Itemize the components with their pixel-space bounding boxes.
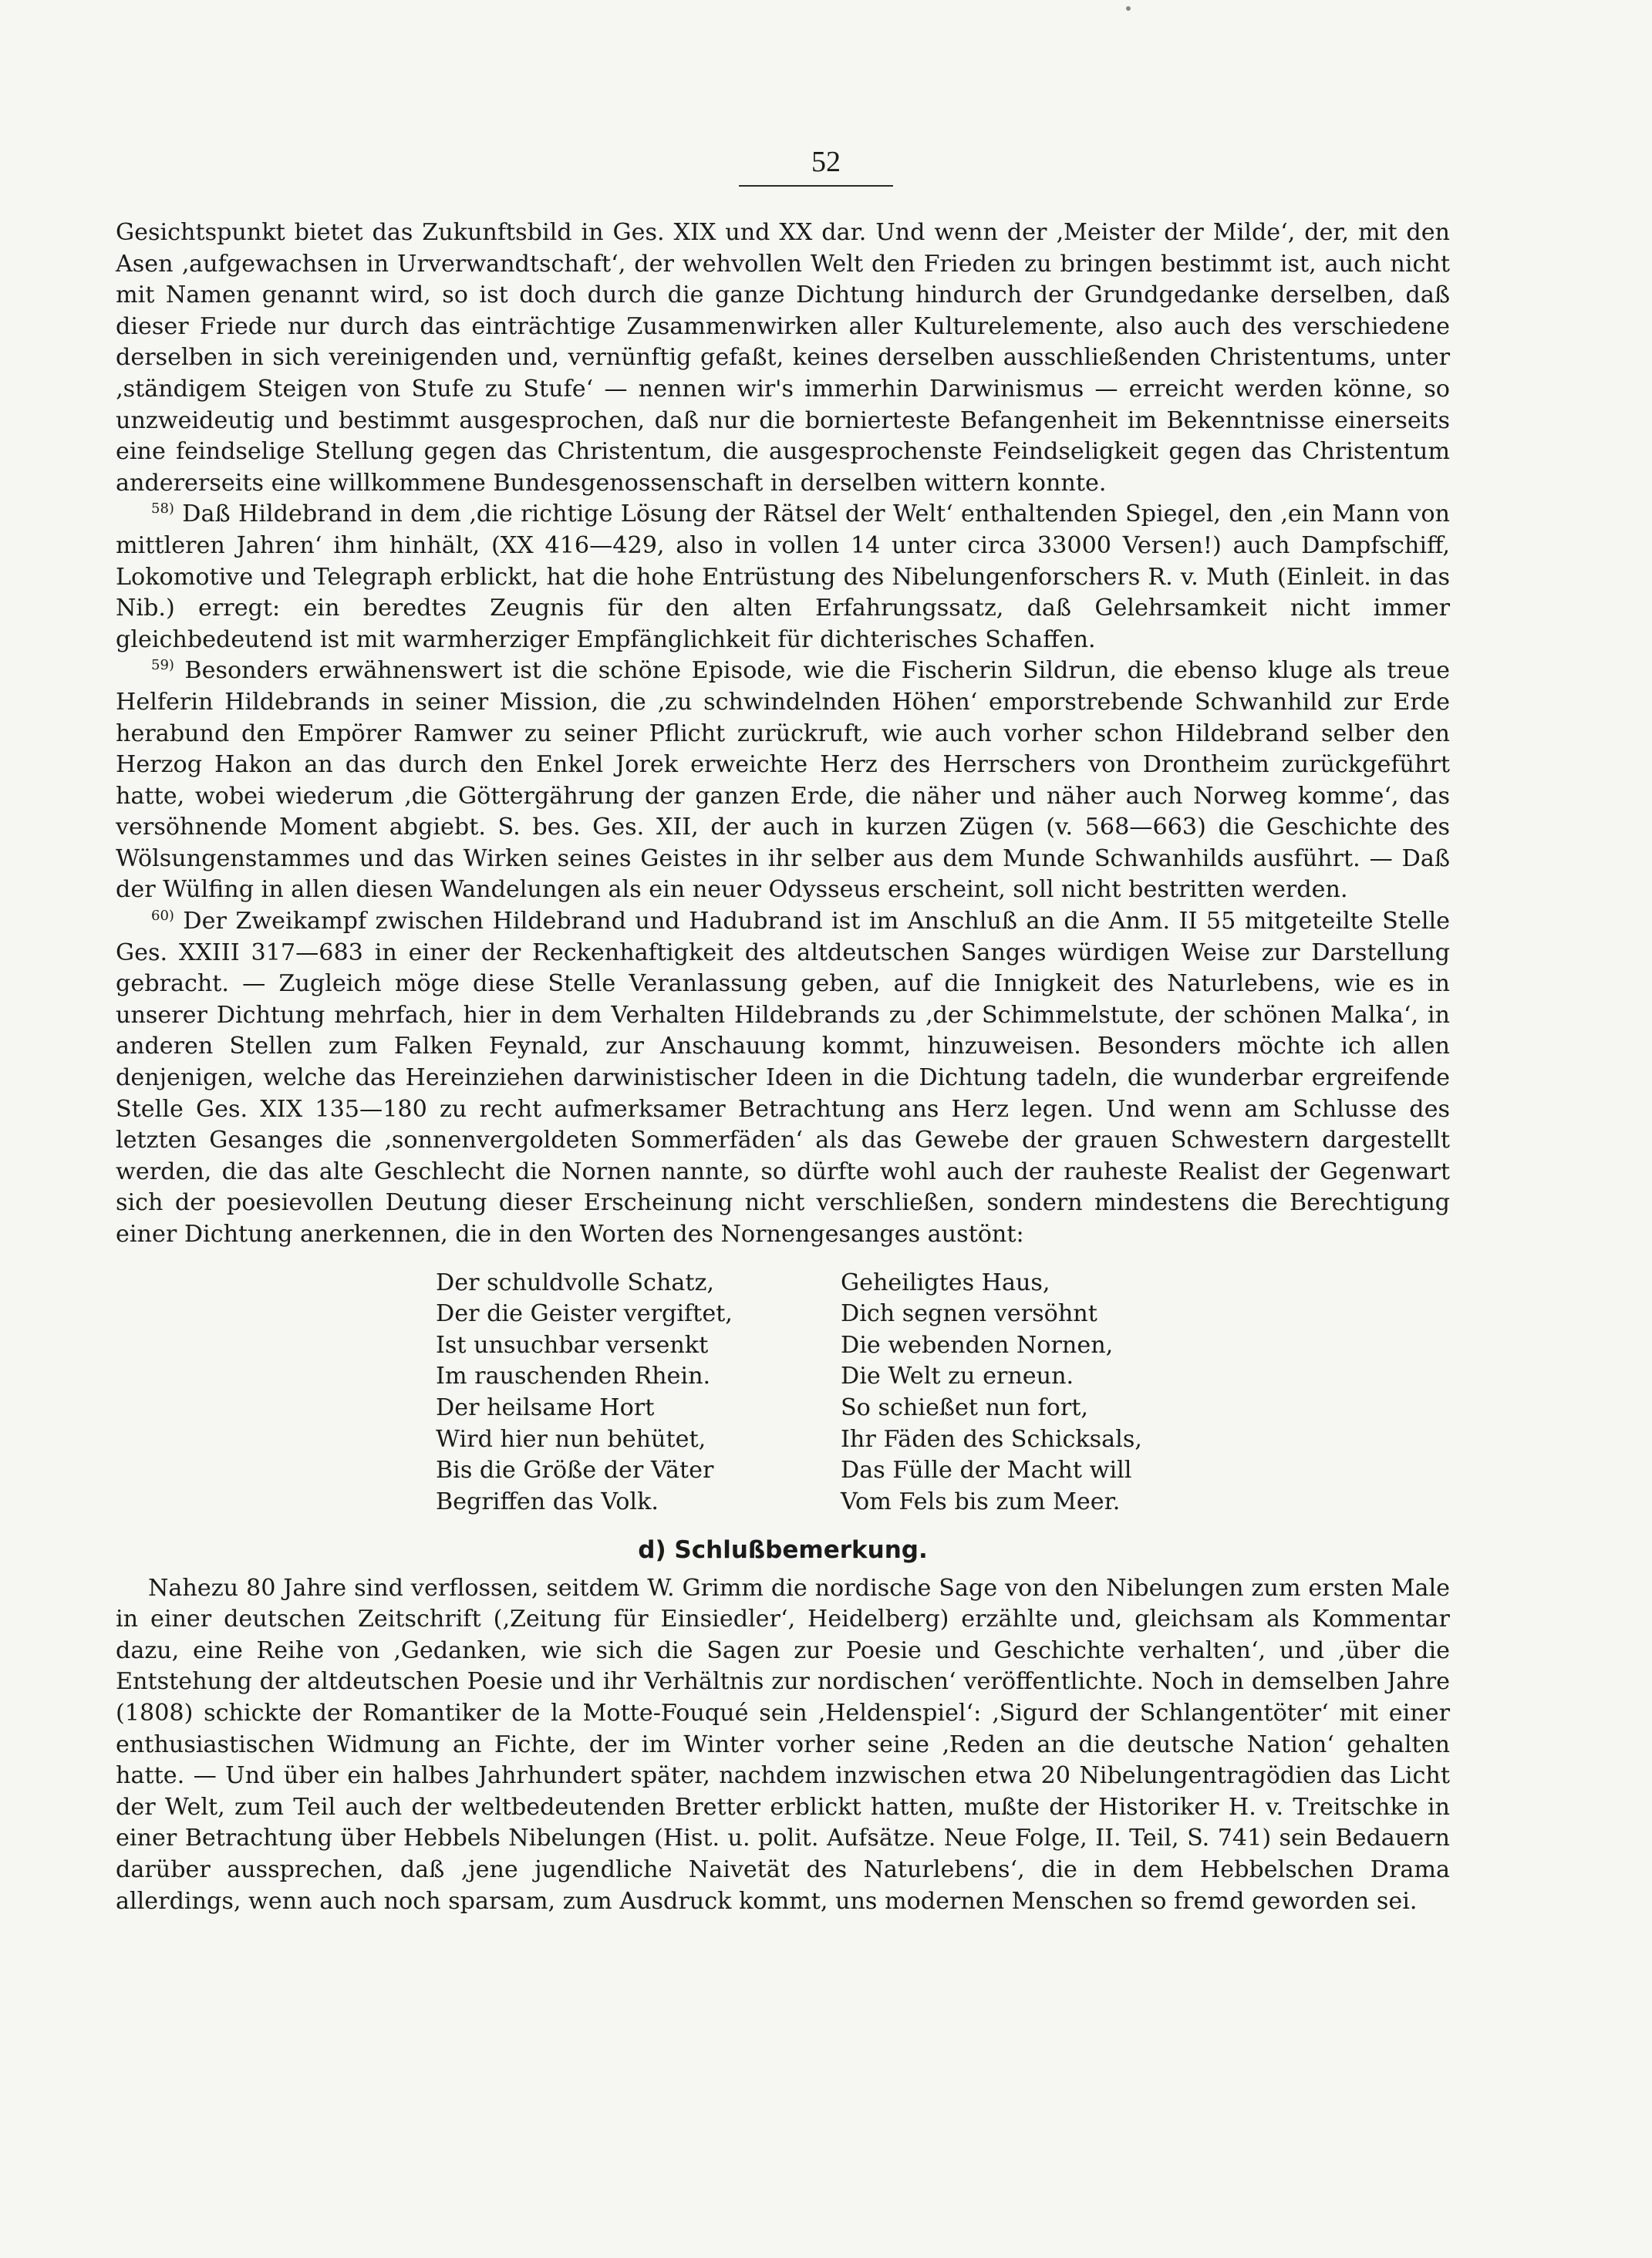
poem-line: Geheiligtes Haus,: [841, 1269, 1050, 1296]
poem-line: Der schuldvolle Schatz,: [436, 1269, 715, 1296]
poem-line: Ihr Fäden des Schicksals,: [841, 1425, 1142, 1453]
footnote-60-text: Der Zweikampf zwischen Hildebrand und Hadubrand ist im Anschluß an die Anm. II 55 mitgeteilte Stelle Ges. XXIII 317—683 in einer der Reckenhaftigkeit des altdeutschen Sanges würdigen Weise zur Darstellung gebracht. — Zugleich möge diese Stelle Veranlassung geben, auf die Innigkeit des Naturlebens, wie es in unserer Dichtung mehrfach, hier in dem Verhalten Hildebrands zu ‚der Schimmelstute, der schönen Malka‘, in anderen Stellen zum Falken Feynald, zur Anschauung kommt, hinzuweisen. Besonders möchte ich allen denjenigen, welche das Hereinziehen darwinistischer Ideen in die Dichtung tadeln, die wunderbar ergreifende Stelle Ges. XIX 135—180 zu recht aufmerksamer Betrachtung ans Herz legen. Und wenn am Schlusse des letzten Gesanges die ‚sonnenvergoldeten Sommerfäden‘ als das Gewebe der grauen Schwestern dargestellt werden, die das alte Geschlecht die Nornen nannte, so dürfte wohl auch der rauheste Realist der Gegenwart sich der poesievollen Deutung dieser Erscheinung nicht verschließen, sondern mindestens die Berechtigung einer Dichtung anerkennen, die in den Worten des Nornengesanges austönt:: [116, 908, 1450, 1248]
poem-line: Ist unsuchbar versenkt: [436, 1331, 709, 1359]
paragraph-closing-remark: Nahezu 80 Jahre sind verflossen, seitdem W. Grimm die nordische Sage von den Nibelungen zum ersten Male in einer deutschen Zeitschrift (‚Zeitung für Einsiedler‘, Heidelberg) erzählte und, gleichsam als Kommentar dazu, eine Reihe von ‚Gedanken, wie sich die Sagen zur Poesie und Geschichte verhalten‘, und ‚über die Entstehung der altdeutschen Poesie und ihr Verhältnis zur nordischen‘ veröffentlichte. Noch in demselben Jahre (1808) schickte der Romantiker de la Motte-Fouqué sein ‚Heldenspiel‘: ‚Sigurd der Schlangentöter‘ mit einer enthusiastischen Widmung an Fichte, der im Winter vorher seine ‚Reden an die deutsche Nation‘ gehalten hatte. — Und über ein halbes Jahrhundert später, nachdem inzwischen etwa 20 Nibelungentragödien das Licht der Welt, zum Teil auch der weltbedeutenden Bretter erblickt hatten, mußte der Historiker H. v. Treitschke in einer Betrachtung über Hebbels Nibelungen (Hist. u. polit. Aufsätze. Neue Folge, II. Teil, S. 741) sein Bedauern darüber aussprechen, daß ‚jene jugendliche Naivetät des Naturlebens‘, die in dem Hebbelschen Drama allerdings, wenn auch noch sparsam, zum Ausdruck kommt, uns modernen Menschen so fremd geworden sei.: [116, 1574, 1450, 1915]
footnote-59: [116, 655, 1450, 906]
scan-speck: [1126, 6, 1131, 11]
poem-line: Die webenden Nornen,: [841, 1331, 1114, 1359]
poem-line: Der heilsame Hort: [436, 1394, 655, 1421]
poem-line: Im rauschenden Rhein.: [436, 1363, 711, 1390]
poem-column-left: [436, 1268, 733, 1518]
footnote-60: [116, 906, 1450, 1251]
page-number: 52: [811, 146, 841, 178]
poem-line: Wird hier nun behütet,: [436, 1425, 706, 1453]
footnote-58-text: Daß Hildebrand in dem ‚die richtige Lösung der Rätsel der Welt‘ enthaltenden Spiegel, den ‚ein Mann von mittleren Jahren‘ ihm hinhält, (XX 416—429, also in vollen 14 unter circa 33000 Versen!) auch Dampfschiff, Lokomotive und Telegraph erblickt, hat die hohe Entrüstung des Nibelungenforschers R. v. Muth (Einleit. in das Nib.) erregt: ein beredtes Zeugnis für den alten Erfahrungssatz, daß Gelehrsamkeit nicht immer gleichbedeutend ist mit warmherziger Empfänglichkeit für dichterisches Schaffen.: [116, 500, 1450, 653]
poem-line: Begriffen das Volk.: [436, 1488, 659, 1515]
footnote-58-number: 58): [151, 500, 174, 517]
poem-line: Der die Geister vergiftet,: [436, 1300, 733, 1328]
footnote-60-number: 60): [151, 908, 174, 924]
poem-line: Vom Fels bis zum Meer.: [841, 1488, 1121, 1515]
poem-line: Dich segnen versöhnt: [841, 1300, 1097, 1328]
poem-line: So schießet nun fort,: [841, 1394, 1088, 1421]
poem-line: Die Welt zu erneun.: [841, 1363, 1074, 1390]
footnote-59-text: Besonders erwähnenswert ist die schöne Episode, wie die Fischerin Sildrun, die ebenso kluge als treue Helferin Hildebrands in seiner Mission, die ‚zu schwindelnden Höhen‘ emporstrebende Schwanhild zur Erde herabund den Empörer Ramwer zu seiner Pflicht zurückruft, wie auch vorher schon Hildebrand selber den Herzog Hakon an das durch den Enkel Jorek erweichte Herz des Herrschers von Drontheim zurückgeführt hatte, wobei wiederum ‚die Göttergährung der ganzen Erde, die näher und näher auch Norweg komme‘, das versöhnende Moment abgiebt. S. bes. Ges. XII, der auch in kurzen Zügen (v. 568—663) die Geschichte des Wölsungenstammes und das Wirken seines Geistes in ihr selber aus dem Munde Schwanhilds ausführt. — Daß der Wülfing in allen diesen Wandelungen als ein neuer Odysseus erscheint, soll nicht bestritten werden.: [116, 657, 1450, 904]
poem-line: Das Fülle der Macht will: [841, 1457, 1132, 1485]
section-heading: d) Schlußbemerkung.: [638, 1535, 928, 1564]
poem-column-right: [841, 1268, 1142, 1518]
norn-song-poem: [116, 1268, 1450, 1528]
poem-line: Bis die Größe der Väter: [436, 1457, 714, 1485]
paragraph-intro: Gesichtspunkt bietet das Zukunftsbild in Ges. XIX und XX dar. Und wenn der ‚Meister der Milde‘, der, mit den Asen ‚aufgewachsen in Urverwandtschaft‘, der wehvollen Welt den Frieden zu bringen bestimmt ist, auch nicht mit Namen genannt wird, so ist doch durch die ganze Dichtung hindurch der Grundgedanke derselben, daß dieser Friede nur durch das einträchtige Zusammenwirken aller Kulturelemente, also auch des verschiedene derselben in sich vereinigenden und, vernünftig gefaßt, keines derselben ausschließenden Christentums, unter ‚ständigem Steigen von Stufe zu Stufe‘ — nennen wir's immerhin Darwinismus — erreicht werden könne, so unzweideutig und bestimmt ausgesprochen, daß nur die bornierteste Befangenheit im Bekenntnisse einerseits eine feindselige Stellung gegen das Christentum, die ausgesprochenste Feindseligkeit gegen das Christentum andererseits eine willkommene Bundesgenossenschaft in derselben wittern konnte.: [116, 219, 1450, 497]
footnote-58: [116, 499, 1450, 655]
body-text: [116, 217, 1450, 1917]
page-number-rule: [739, 185, 893, 187]
footnote-59-number: 59): [151, 657, 174, 674]
